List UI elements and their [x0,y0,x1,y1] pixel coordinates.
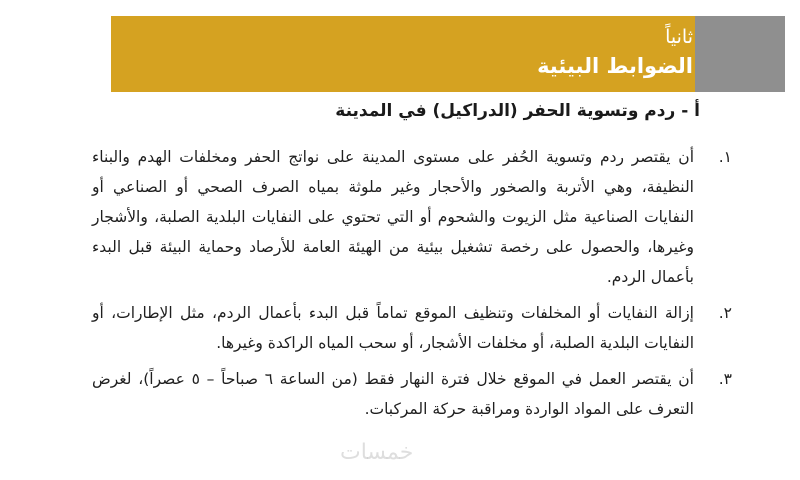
section-header [537,22,693,80]
list-item-number: ١. [718,148,732,166]
header-title: الضوابط البيئية [537,54,693,78]
list-item-text: أن يقتصر العمل في الموقع خلال فترة النهار فقط (من الساعة ٦ صباحاً – ٥ عصراً)، لغرض التعرف على المواد الواردة ومراقبة حركة المركبات. [92,370,694,418]
header-kicker: ثانياً [665,26,693,48]
section-header-side-block [695,16,785,92]
list-item-number: ٣. [718,370,732,388]
list-item [92,142,732,292]
list-item-number: ٢. [718,304,732,322]
list-item [92,364,732,424]
regulations-list [92,142,732,430]
list-item-text: إزالة النفايات أو المخلفات وتنظيف الموقع تماماً قبل البدء بأعمال الردم، مثل الإطارات، أو النفايات البلدية الصلبة، أو مخلفات الأشجار، أو سحب المياه الراكدة وغيرها. [92,304,694,352]
watermark: خمسات [340,440,414,465]
list-item-text: أن يقتصر ردم وتسوية الحُفر على مستوى المدينة على نواتج الحفر ومخلفات الهدم والبناء النظيفة، وهي الأتربة والصخور والأحجار وغير ملوثة بمياه الصرف الصحي أو الصناعي أو النفايات الصناعية مثل الزيوت والشحوم أو التي تحتوي على النفايات البلدية الصلبة، والأشجار وغيرها، والحصول على رخصة تشغيل بيئية من الهيئة العامة للأرصاد وحماية البيئة قبل البدء بأعمال الردم. [92,148,694,286]
subsection-title: أ - ردم وتسوية الحفر (الدراكيل) في المدينة [335,101,700,121]
list-item [92,298,732,358]
